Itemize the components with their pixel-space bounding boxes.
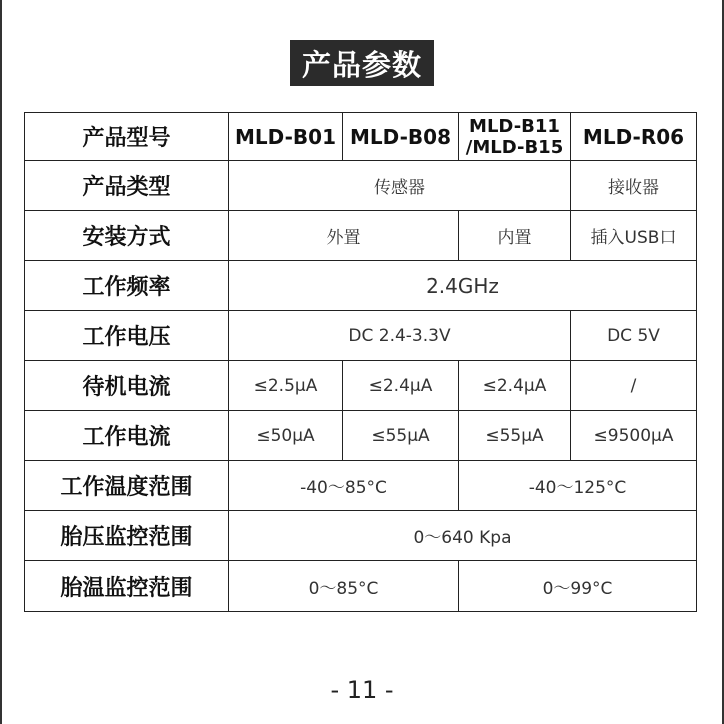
page-title: 产品参数 [290, 40, 434, 86]
table-row-standby-current [25, 361, 697, 411]
row-label-voltage: 工作电压 [25, 311, 229, 361]
table-row-pressure-range [25, 511, 697, 561]
tire-temp-range-right: 0～99°C [459, 561, 697, 612]
table-row-temp-range [25, 461, 697, 511]
row-label-frequency: 工作频率 [25, 261, 229, 311]
table-row-install [25, 211, 697, 261]
page-number: - 11 - [330, 676, 394, 704]
table-row-model [25, 113, 697, 161]
table-row-tire-temp-range [25, 561, 697, 612]
standby-current-b01: ≤2.5μA [229, 361, 343, 411]
row-label-working-current: 工作电流 [25, 411, 229, 461]
model-r06: MLD-R06 [571, 113, 697, 161]
row-label-install: 安装方式 [25, 211, 229, 261]
install-usb: 插入USB口 [571, 211, 697, 261]
row-label-standby-current: 待机电流 [25, 361, 229, 411]
install-internal: 内置 [459, 211, 571, 261]
working-current-r06: ≤9500μA [571, 411, 697, 461]
page-left-border [0, 0, 2, 724]
voltage-receiver: DC 5V [571, 311, 697, 361]
table-row-working-current [25, 411, 697, 461]
row-label-temp-range: 工作温度范围 [25, 461, 229, 511]
install-external: 外置 [229, 211, 459, 261]
standby-current-r06: / [571, 361, 697, 411]
working-current-b01: ≤50μA [229, 411, 343, 461]
row-label-type: 产品类型 [25, 161, 229, 211]
working-current-b11: ≤55μA [459, 411, 571, 461]
type-receiver: 接收器 [571, 161, 697, 211]
row-label-tire-temp-range: 胎温监控范围 [25, 561, 229, 612]
working-current-b08: ≤55μA [343, 411, 459, 461]
temp-range-left: -40～85°C [229, 461, 459, 511]
model-b11-b15: MLD-B11 /MLD-B15 [459, 113, 571, 161]
table-row-frequency [25, 261, 697, 311]
type-sensor: 传感器 [229, 161, 571, 211]
standby-current-b11: ≤2.4μA [459, 361, 571, 411]
table-row-type [25, 161, 697, 211]
table-row-voltage [25, 311, 697, 361]
model-b01: MLD-B01 [229, 113, 343, 161]
row-label-pressure-range: 胎压监控范围 [25, 511, 229, 561]
pressure-range-value: 0～640 Kpa [229, 511, 697, 561]
standby-current-b08: ≤2.4μA [343, 361, 459, 411]
parameter-table [24, 112, 697, 612]
voltage-sensor: DC 2.4-3.3V [229, 311, 571, 361]
tire-temp-range-left: 0～85°C [229, 561, 459, 612]
row-label-model: 产品型号 [25, 113, 229, 161]
frequency-value: 2.4GHz [229, 261, 697, 311]
model-b08: MLD-B08 [343, 113, 459, 161]
temp-range-right: -40～125°C [459, 461, 697, 511]
